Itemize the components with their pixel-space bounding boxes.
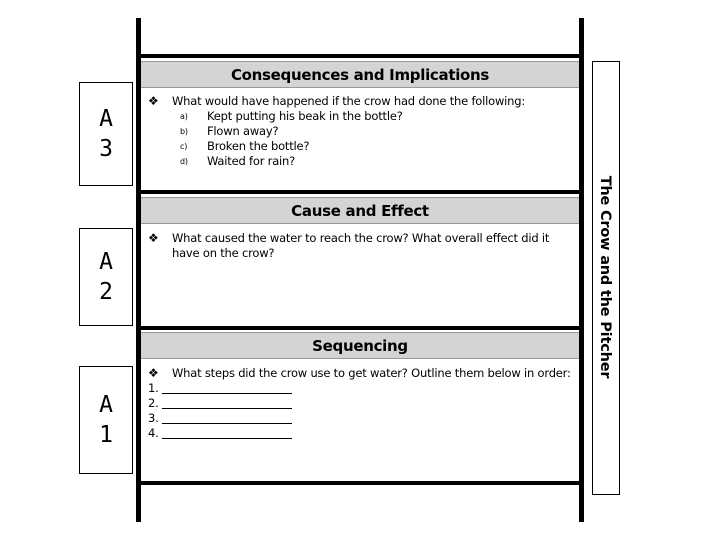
answer-blank-line[interactable]: [162, 397, 292, 409]
section-header-cause-effect: [141, 197, 579, 224]
diamond-bullet-icon: ❖: [148, 366, 159, 380]
step-number: 2.: [148, 396, 159, 410]
step-number: 3.: [148, 411, 159, 425]
step-row: [148, 426, 580, 441]
question-cause-effect: [148, 231, 580, 261]
level-number: 1: [99, 422, 113, 448]
step-number: 4.: [148, 426, 159, 440]
question-text: What would have happened if the crow had done the following:: [172, 94, 526, 108]
list-item: [172, 139, 580, 154]
diamond-bullet-icon: ❖: [148, 94, 159, 108]
level-letter: A: [99, 392, 113, 418]
step-row: [148, 381, 580, 396]
question-sequencing: [148, 366, 580, 441]
left-rail: [136, 18, 141, 522]
rung-2: [136, 326, 584, 330]
answer-blank-line[interactable]: [162, 427, 292, 439]
level-box-a1: [79, 366, 133, 474]
step-number: 1.: [148, 381, 159, 395]
step-row: [148, 411, 580, 426]
list-item-text: Kept putting his beak in the bottle?: [207, 109, 403, 123]
diamond-bullet-icon: ❖: [148, 231, 159, 245]
rung-top: [136, 54, 584, 58]
list-marker: d): [180, 157, 188, 166]
section-header-sequencing: [141, 332, 579, 359]
list-item-text: Flown away?: [207, 124, 279, 138]
level-number: 2: [99, 279, 113, 305]
section-header-label: Cause and Effect: [291, 201, 429, 220]
section-header-consequences: [141, 61, 579, 88]
list-marker: a): [180, 112, 188, 121]
list-item: [172, 109, 580, 124]
answer-blank-line[interactable]: [162, 412, 292, 424]
list-item-text: Waited for rain?: [207, 154, 296, 168]
section-header-label: Sequencing: [312, 336, 408, 355]
rung-1: [136, 190, 584, 194]
list-item-text: Broken the bottle?: [207, 139, 310, 153]
list-marker: c): [180, 142, 188, 151]
list-item: [172, 154, 580, 169]
level-number: 3: [99, 136, 113, 162]
side-title: The Crow and the Pitcher: [597, 175, 613, 379]
list-marker: b): [180, 127, 188, 136]
level-box-a3: [79, 82, 133, 186]
list-item: [172, 124, 580, 139]
question-text: What steps did the crow use to get water? Outline them below in order:: [172, 366, 571, 380]
level-letter: A: [99, 106, 113, 132]
steps-list: [148, 381, 580, 441]
step-row: [148, 396, 580, 411]
sub-question-list: [172, 109, 580, 169]
question-text: What caused the water to reach the crow? What overall effect did it have on the crow?: [172, 231, 550, 260]
rung-bottom: [136, 481, 584, 485]
question-consequences: [148, 94, 580, 169]
answer-blank-line[interactable]: [162, 382, 292, 394]
level-letter: A: [99, 249, 113, 275]
section-header-label: Consequences and Implications: [230, 65, 490, 84]
level-box-a2: [79, 228, 133, 326]
